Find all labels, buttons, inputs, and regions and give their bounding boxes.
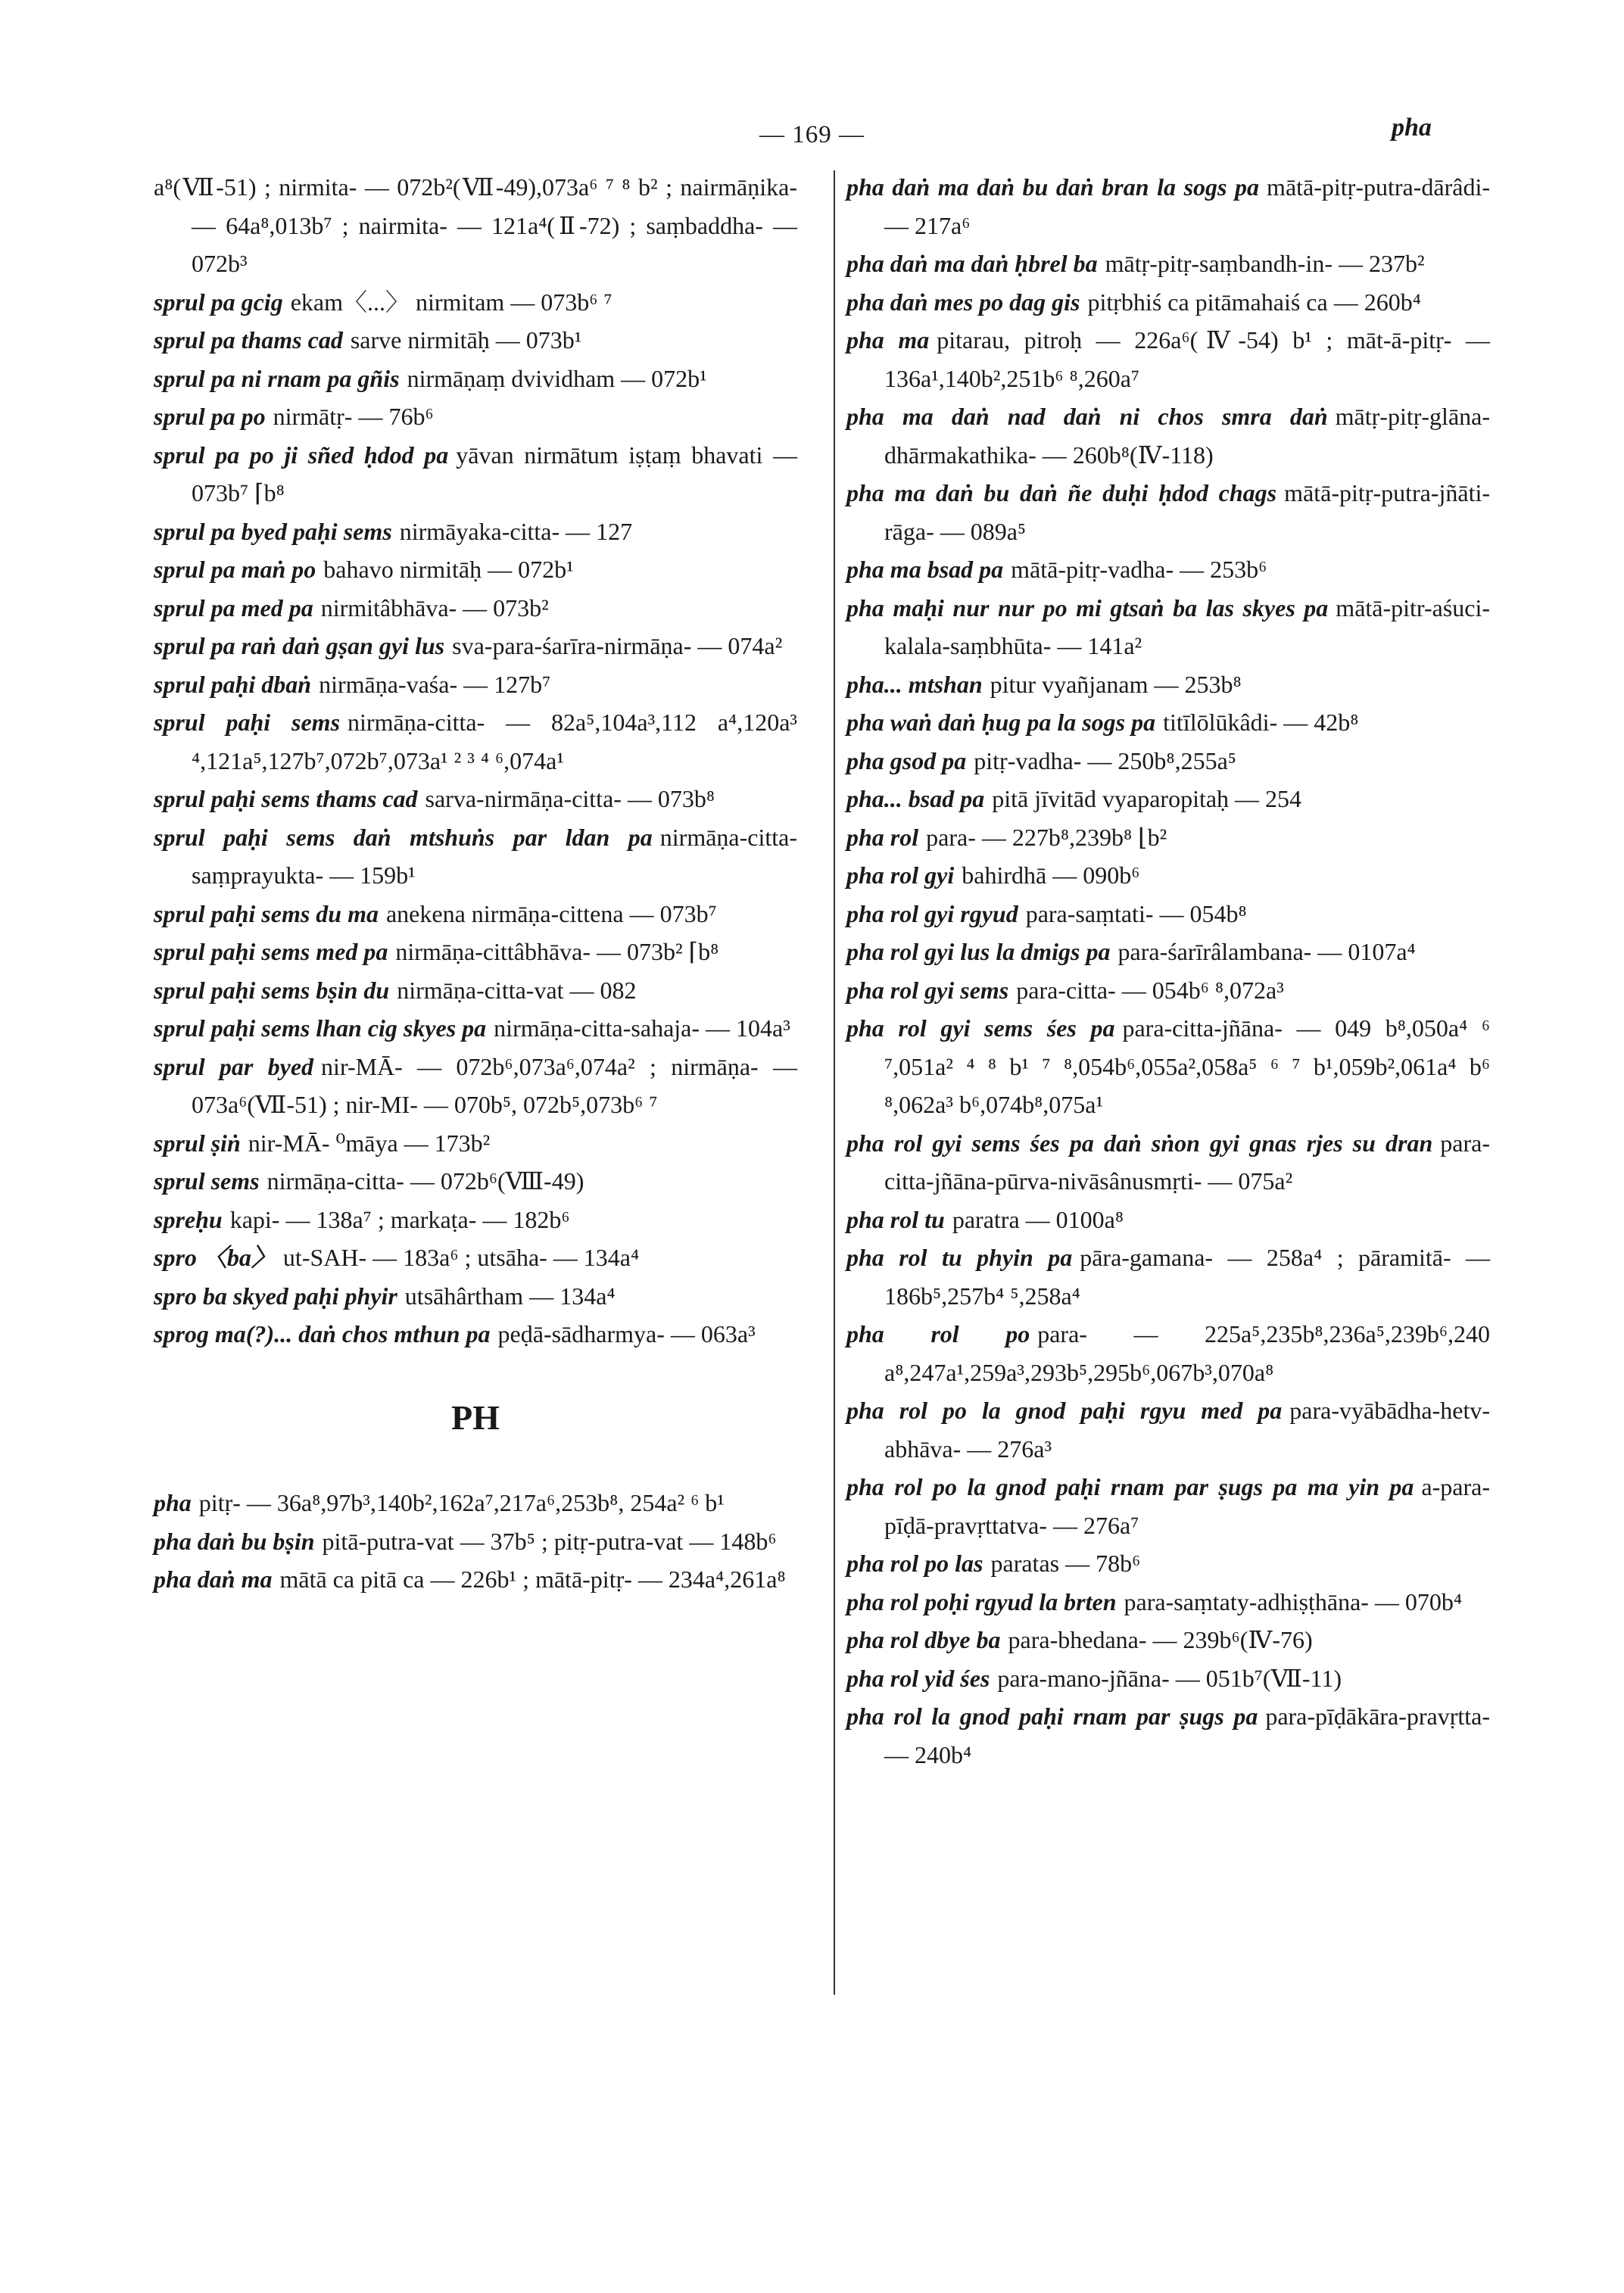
entry-headword: sprul ṣiṅ (154, 1129, 241, 1157)
entry-definition: sva-para-śarīra-nirmāṇa- — 074a² (452, 632, 783, 659)
entry-headword: pha gsod pa (846, 746, 967, 774)
entry-definition: nirmāṇa-citta-vat — 082 (397, 976, 637, 1004)
entry-definition: pitṛbhiś ca pitāmahaiś ca — 260b⁴ (1087, 288, 1421, 316)
dictionary-entry (846, 1391, 1490, 1468)
entry-definition: nirmitâbhāva- — 073b² (320, 594, 549, 622)
entry-headword: pha daṅ ma daṅ bu daṅ bran la sogs pa (846, 173, 1260, 201)
dictionary-entry (154, 1560, 797, 1599)
dictionary-entry (154, 550, 797, 589)
dictionary-entry (154, 1048, 797, 1124)
dictionary-entry (846, 1621, 1490, 1659)
entry-headword: sprog ma(?)... daṅ chos mthun pa (154, 1320, 491, 1347)
entry-headword: sprul par byed (154, 1052, 314, 1080)
dictionary-entry (846, 1583, 1490, 1622)
dictionary-entry (846, 856, 1490, 895)
dictionary-entry (154, 1201, 797, 1239)
entry-headword: pha rol po la gnod paḥi rgyu med pa (846, 1397, 1283, 1424)
entry-headword: pha ma (846, 326, 930, 354)
entry-headword: pha ma daṅ bu daṅ ñe duḥi ḥdod chags (846, 479, 1277, 506)
entry-definition: para-bhedana- — 239b⁶(Ⅳ-76) (1008, 1626, 1313, 1653)
dictionary-entry (846, 1544, 1490, 1583)
entry-headword: pha rol gyi lus la dmigs pa (846, 938, 1111, 965)
entry-definition: bahavo nirmitāḥ — 072b¹ (323, 556, 574, 583)
dictionary-entry (846, 1009, 1490, 1124)
entry-headword: sprul paḥi sems (154, 709, 341, 736)
entry-definition: nirmātṛ- — 76b⁶ (273, 403, 434, 430)
dictionary-entry (846, 1315, 1490, 1391)
dictionary-entry (846, 895, 1490, 933)
entry-headword: pha rol tu phyin pa (846, 1244, 1073, 1271)
dictionary-entry (846, 665, 1490, 704)
dictionary-entry (846, 283, 1490, 322)
dictionary-entry (846, 474, 1490, 550)
dictionary-entry (846, 971, 1490, 1010)
entry-definition: nir-MĀ- — 072b⁶,073a⁶,074a² ; nirmāṇa- — 073a⁶(Ⅶ-51) ; nir-MI- — 070b⁵, 072b⁵,073b⁶ ⁷ (192, 1052, 798, 1118)
dictionary-entry (846, 1697, 1490, 1774)
entry-definition: pitā jīvitād vyaparopitaḥ — 254 (992, 785, 1302, 812)
dictionary-entry (154, 397, 797, 436)
entry-headword: pha rol gyi sems śes pa daṅ sṅon gyi gnas rjes su dran (846, 1129, 1433, 1157)
dictionary-entry (154, 360, 797, 398)
entry-definition: mātā-pitṛ-putra-jñāti-rāga- — 089a⁵ (884, 479, 1490, 545)
entry-definition: nirmāṇaṃ dvividham — 072b¹ (407, 364, 707, 392)
dictionary-entry (846, 550, 1490, 589)
dictionary-entry (154, 971, 797, 1010)
entry-headword: pha daṅ mes po dag gis (846, 288, 1080, 316)
entry-headword: pha (154, 1489, 192, 1516)
entry-headword: sprul pa gcig (154, 288, 283, 316)
entry-definition: pitarau, pitroḥ — 226a⁶(Ⅳ-54) b¹ ; māt-ā-pitṛ- — 136a¹,140b²,251b⁶ ⁸,260a⁷ (884, 326, 1491, 392)
entry-headword: pha rol gyi sems śes pa (846, 1014, 1115, 1042)
entry-headword: pha rol po la gnod paḥi rnam par ṣugs pa ma yin pa (846, 1473, 1414, 1500)
entry-headword: sprul pa med pa (154, 594, 313, 622)
dictionary-entry (154, 780, 797, 818)
dictionary-entry (846, 1468, 1490, 1544)
left-column (154, 168, 797, 1599)
dictionary-entry (846, 397, 1490, 474)
entry-definition: para-citta-jñāna-pūrva-nivāsânusmṛti- — 075a² (884, 1129, 1490, 1195)
entry-definition: mātā-pitṛ-putra-dārâdi- — 217a⁶ (884, 173, 1490, 239)
entry-definition: pitṛ- — 36a⁸,97b³,140b²,162a⁷,217a⁶,253b⁸, 254a² ⁶ b¹ (198, 1489, 725, 1516)
dictionary-entry (846, 168, 1490, 245)
entry-definition: para-pīḍākāra-pravṛtta- — 240b⁴ (884, 1703, 1490, 1768)
dictionary-entry (154, 589, 797, 628)
entry-definition: nir-MĀ- ⁰māya — 173b² (248, 1129, 491, 1157)
dictionary-entry (846, 245, 1490, 283)
entry-headword: sprul pa raṅ daṅ gṣan gyi lus (154, 632, 445, 659)
dictionary-entry (154, 1009, 797, 1048)
entry-headword: sprul pa thams cad (154, 326, 343, 354)
entry-definition: para-vyābādha-hetv-abhāva- — 276a³ (884, 1397, 1490, 1463)
entry-definition: nirmāṇa-citta-saṃprayukta- — 159b¹ (192, 823, 797, 889)
dictionary-entry (154, 933, 797, 971)
entry-headword: pha rol po las (846, 1550, 983, 1577)
entry-headword: pha rol (846, 823, 919, 851)
entry-headword: pha ma daṅ nad daṅ ni chos smra daṅ (846, 403, 1328, 430)
entry-headword: pha daṅ ma daṅ ḥbrel ba (846, 250, 1098, 277)
dictionary-entry (846, 1238, 1490, 1315)
entry-definition: mātā-pitr-aśuci-kalala-saṃbhūta- — 141a² (884, 594, 1490, 659)
entry-definition: paratas — 78b⁶ (990, 1550, 1141, 1577)
dictionary-entry (154, 895, 797, 933)
entry-definition: sarva-nirmāṇa-citta- — 073b⁸ (425, 785, 715, 812)
entry-headword: pha rol tu (846, 1205, 945, 1233)
dictionary-entry (846, 933, 1490, 971)
entry-headword: pha rol gyi (846, 861, 955, 889)
dictionary-entry (154, 168, 797, 283)
entry-definition: para-saṃtati- — 054b⁸ (1025, 899, 1247, 927)
entry-headword: pha rol dbye ba (846, 1626, 1001, 1653)
entry-definition: mātā-pitṛ-vadha- — 253b⁶ (1011, 556, 1267, 583)
dictionary-entry (846, 780, 1490, 818)
entry-definition: pāra-gamana- — 258a⁴ ; pāramitā- — 186b⁵,257b⁴ ⁵,258a⁴ (884, 1244, 1491, 1310)
entry-definition: mātṛ-pitṛ-glāna-dhārmakathika- — 260b⁸(Ⅳ-118) (884, 403, 1490, 469)
dictionary-entry (154, 665, 797, 704)
entry-definition: pitur vyañjanam — 253b⁸ (990, 670, 1242, 698)
entry-definition: peḍā-sādharmya- — 063a³ (497, 1320, 756, 1347)
entry-definition: nirmāṇa-citta- — 072b⁶(Ⅷ-49) (267, 1167, 584, 1195)
entry-headword: pha... mtshan (846, 670, 983, 698)
entry-definition: kapi- — 138a⁷ ; markaṭa- — 182b⁶ (229, 1205, 570, 1233)
entry-definition: nirmāṇa-citta- — 82a⁵,104a³,112 a⁴,120a³ ⁴,121a⁵,127b⁷,072b⁷,073a¹ ² ³ ⁴ ⁶,074a¹ (192, 709, 798, 774)
entry-definition: para- — 227b⁸,239b⁸ ⌊b² (926, 823, 1167, 851)
dictionary-entry (154, 1484, 797, 1522)
entry-headword: spro 〈ba〉 (154, 1244, 276, 1271)
entry-headword: sprul paḥi sems daṅ mtshuṅs par ldan pa (154, 823, 653, 851)
entry-definition: para- — 225a⁵,235b⁸,236a⁵,239b⁶,240 a⁸,247a¹,259a³,293b⁵,295b⁶,067b³,070a⁸ (884, 1320, 1491, 1386)
dictionary-entry (154, 818, 797, 895)
entry-definition: pitṛ-vadha- — 250b⁸,255a⁵ (974, 746, 1236, 774)
entry-definition: para-citta-jñāna- — 049 b⁸,050a⁴ ⁶ ⁷,051a² ⁴ ⁸ b¹ ⁷ ⁸,054b⁶,055a²,058a⁵ ⁶ ⁷ b¹,059b²,061a⁴ b⁶ ⁸,062a³ b⁶,074b⁸,075a¹ (884, 1014, 1491, 1118)
entry-headword: sprul pa maṅ po (154, 556, 316, 583)
entry-definition: anekena nirmāṇa-cittena — 073b⁷ (385, 899, 717, 927)
dictionary-entry (846, 1659, 1490, 1698)
entry-headword: pha... bsad pa (846, 785, 985, 812)
entry-headword: pha rol gyi rgyud (846, 899, 1018, 927)
entry-definition: yāvan nirmātum iṣṭaṃ bhavati — 073b⁷ ⌈b⁸ (192, 441, 798, 506)
dictionary-entry (154, 1124, 797, 1163)
dictionary-entry (154, 1277, 797, 1316)
entry-definition: ekam〈...〉 nirmitam — 073b⁶ ⁷ (290, 288, 613, 316)
entry-headword: pha daṅ ma (154, 1566, 273, 1593)
entry-definition: paratra — 0100a⁸ (952, 1205, 1124, 1233)
entry-definition: mātā ca pitā ca — 226b¹ ; mātā-pitṛ- — 234a⁴,261a⁸ (279, 1566, 786, 1593)
entry-headword: sprul paḥi sems thams cad (154, 785, 418, 812)
entry-definition: ut-SAH- — 183a⁶ ; utsāha- — 134a⁴ (282, 1244, 640, 1271)
dictionary-entry (154, 283, 797, 322)
dictionary-entry (154, 1238, 797, 1277)
entry-headword: pha rol yid śes (846, 1664, 990, 1692)
entry-definition: bahirdhā — 090b⁶ (962, 861, 1140, 889)
entry-headword: pha rol po (846, 1320, 1030, 1347)
entry-headword: sprul pa po ji sñed ḥdod pa (154, 441, 449, 469)
entry-definition: para-mano-jñāna- — 051b⁷(Ⅶ-11) (997, 1664, 1342, 1692)
entry-definition: utsāhârtham — 134a⁴ (404, 1282, 616, 1310)
dictionary-entry (154, 1522, 797, 1561)
entry-definition: nirmāṇa-cittâbhāva- — 073b² ⌈b⁸ (395, 938, 719, 965)
entry-definition: a⁸(Ⅶ-51) ; nirmita- — 072b²(Ⅶ-49),073a⁶ ⁷ ⁸ b² ; nairmāṇika- — 64a⁸,013b⁷ ; nairmita- — 121a⁴(Ⅱ-72) ; saṃbaddha- — 072b³ (154, 173, 797, 277)
entry-headword: sprul sems (154, 1167, 260, 1195)
entry-definition: para-citta- — 054b⁶ ⁸,072a³ (1016, 976, 1284, 1004)
dictionary-entry (154, 703, 797, 780)
entry-definition: titīlōlūkâdi- — 42b⁸ (1163, 709, 1359, 736)
entry-headword: pha daṅ bu bṣin (154, 1527, 315, 1555)
entry-headword: sprul paḥi dbaṅ (154, 670, 312, 698)
entry-headword: sprul pa byed paḥi sems (154, 517, 392, 545)
entry-headword: pha rol la gnod paḥi rnam par ṣugs pa (846, 1703, 1258, 1730)
entry-headword: pha rol gyi sems (846, 976, 1009, 1004)
dictionary-entry (154, 1315, 797, 1354)
entry-headword: pha waṅ daṅ ḥug pa la sogs pa (846, 709, 1156, 736)
entry-headword: sprul pa po (154, 403, 266, 430)
column-divider (834, 170, 835, 1995)
entry-headword: sprul paḥi sems bṣin du (154, 976, 390, 1004)
entry-definition: a-para-pīḍā-pravṛttatva- — 276a⁷ (884, 1473, 1490, 1539)
dictionary-entry (154, 436, 797, 512)
entry-definition: nirmāṇa-citta-sahaja- — 104a³ (494, 1014, 790, 1042)
entry-headword: pha rol poḥi rgyud la brten (846, 1587, 1117, 1615)
entry-definition: mātṛ-pitṛ-saṃbandh-in- — 237b² (1105, 250, 1425, 277)
dictionary-entry (154, 1162, 797, 1201)
dictionary-entry (846, 589, 1490, 665)
dictionary-entry (846, 1201, 1490, 1239)
dictionary-entry (154, 321, 797, 360)
right-column (846, 168, 1490, 1774)
entry-definition: sarve nirmitāḥ — 073b¹ (350, 326, 582, 354)
entry-headword: spreḥu (154, 1205, 223, 1233)
entry-headword: sprul paḥi sems med pa (154, 938, 388, 965)
entry-headword: sprul paḥi sems lhan cig skyes pa (154, 1014, 487, 1042)
entry-headword: pha maḥi nur nur po mi gtsaṅ ba las skyes pa (846, 594, 1329, 622)
dictionary-entry (154, 627, 797, 665)
section-heading: PH (451, 1397, 500, 1437)
entry-headword: pha ma bsad pa (846, 556, 1004, 583)
entry-headword: sprul pa ni rnam pa gñis (154, 364, 400, 392)
dictionary-entry (846, 1124, 1490, 1201)
entry-definition: nirmāyaka-citta- — 127 (399, 517, 633, 545)
entry-definition: para-saṃtaty-adhiṣṭhāna- — 070b⁴ (1124, 1587, 1463, 1615)
entry-headword: spro ba skyed paḥi phyir (154, 1282, 397, 1310)
dictionary-entry (846, 818, 1490, 857)
entry-headword: sprul paḥi sems du ma (154, 899, 379, 927)
page-number: — 169 — (759, 121, 865, 148)
dictionary-entry (846, 703, 1490, 742)
running-head: pha (1392, 114, 1432, 142)
entry-definition: pitā-putra-vat — 37b⁵ ; pitṛ-putra-vat — 148b⁶ (322, 1527, 777, 1555)
entry-definition: nirmāṇa-vaśa- — 127b⁷ (319, 670, 551, 698)
dictionary-entry (846, 742, 1490, 780)
entry-definition: para-śarīrâlambana- — 0107a⁴ (1117, 938, 1416, 965)
dictionary-entry (846, 321, 1490, 397)
dictionary-entry (154, 512, 797, 551)
